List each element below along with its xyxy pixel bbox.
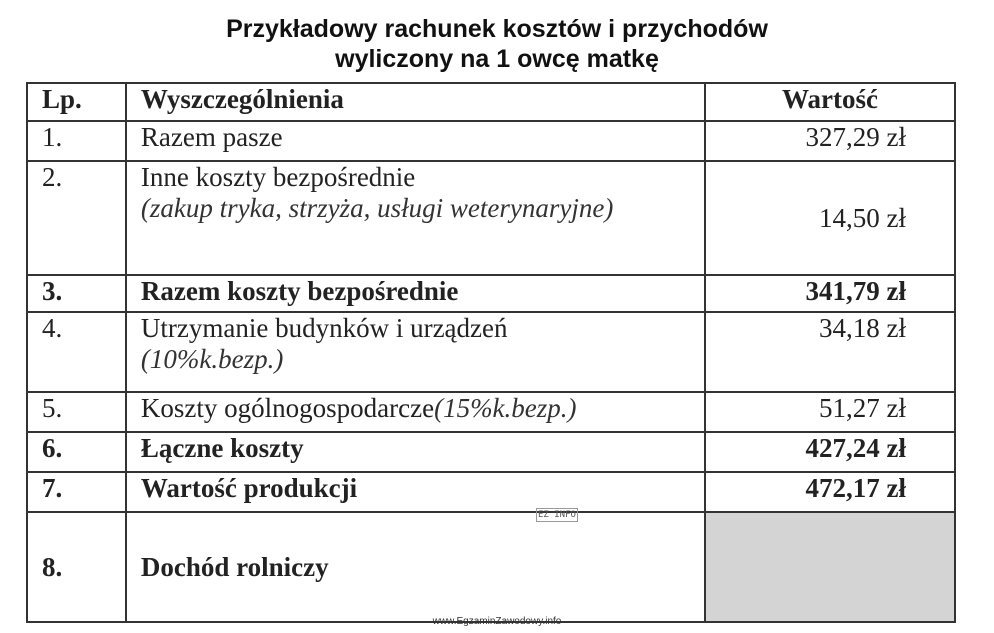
row-desc: Wartość produkcji (126, 472, 705, 512)
table-row (27, 432, 955, 472)
watermark-logo: EZ INFO (538, 510, 576, 520)
row-desc: Koszty ogólnogospodarcze (140, 393, 435, 423)
cost-table (26, 82, 956, 623)
row-desc-cell (126, 392, 705, 432)
table-row (27, 512, 955, 622)
table-header-row (27, 83, 955, 121)
row-lp: 8. (27, 512, 126, 622)
row-lp: 3. (27, 275, 126, 312)
row-value-empty (705, 512, 955, 622)
footer-url: www.EgzaminZawodowy.info (432, 616, 562, 627)
header-lp: Lp. (27, 83, 126, 121)
row-desc: Dochód rolniczy (126, 512, 705, 622)
row-note: (zakup tryka, strzyża, usługi weterynaryjne) (140, 193, 614, 223)
table-row (27, 121, 955, 161)
table-row (27, 312, 955, 392)
row-note: (10%k.bezp.) (140, 344, 284, 374)
row-value: 14,50 zł (705, 161, 955, 275)
row-desc: Inne koszty bezpośrednie (140, 162, 416, 192)
title-line-2: wyliczony na 1 owcę matkę (335, 45, 659, 73)
row-note: (15%k.bezp.) (434, 393, 577, 423)
table-row (27, 275, 955, 312)
row-desc-cell (126, 161, 705, 275)
row-value: 472,17 zł (705, 472, 955, 512)
header-value: Wartość (705, 83, 955, 121)
table-row (27, 161, 955, 275)
row-value: 34,18 zł (705, 312, 955, 392)
table-row (27, 472, 955, 512)
document-title (0, 14, 994, 74)
row-lp: 4. (27, 312, 126, 392)
row-value: 51,27 zł (705, 392, 955, 432)
row-value: 327,29 zł (705, 121, 955, 161)
row-lp: 1. (27, 121, 126, 161)
row-value: 427,24 zł (705, 432, 955, 472)
row-lp: 2. (27, 161, 126, 275)
header-desc: Wyszczególnienia (126, 83, 705, 121)
row-desc: Razem koszty bezpośrednie (126, 275, 705, 312)
row-desc: Łączne koszty (126, 432, 705, 472)
row-desc-cell (126, 312, 705, 392)
row-lp: 7. (27, 472, 126, 512)
row-lp: 6. (27, 432, 126, 472)
table-row (27, 392, 955, 432)
row-lp: 5. (27, 392, 126, 432)
row-value: 341,79 zł (705, 275, 955, 312)
row-desc: Razem pasze (126, 121, 705, 161)
title-line-1: Przykładowy rachunek kosztów i przychodów (226, 15, 768, 43)
row-desc: Utrzymanie budynków i urządzeń (140, 313, 508, 343)
